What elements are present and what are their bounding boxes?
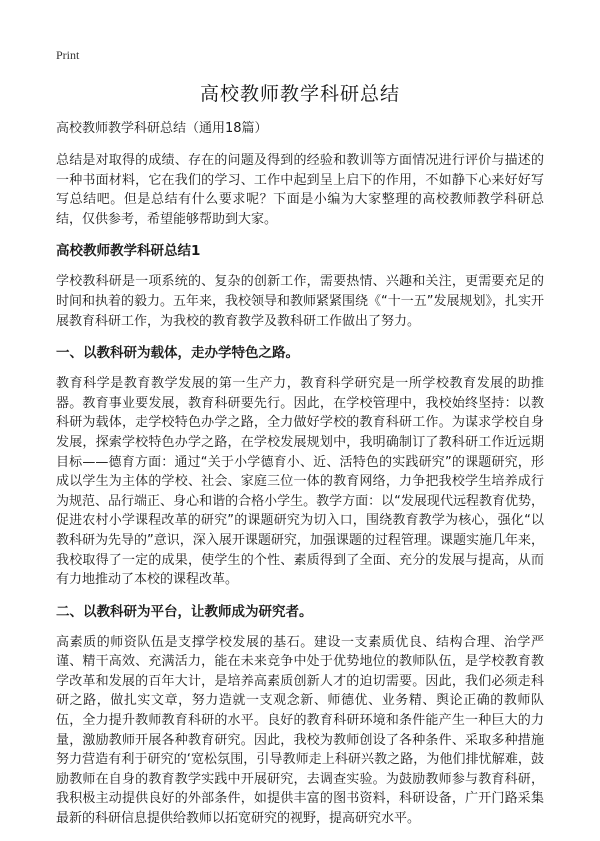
section-body-2: 高素质的师资队伍是支撑学校发展的基石。建设一支素质优良、结构合理、治学严谨、精干高效、充满活力，能在未来竞争中处于优势地位的教师队伍，是学校教育教学改革和发展的百年大计，是培养高素质创新人才的迫切需要。因此，我们必须走科研之路，做扎实文章，努力造就一支观念新、师德优、业务精、舆论正确的教师队伍，全力提升教师教育科研的水平。良好的教育科研环境和条件能产生一种巨大的力量，激励教师开展各种教育研究。因此，我校为教师创设了各种条件、采取多种措施努力营造有利于研究的‘宽松氛围，引导教师走上科研兴教之路，为他们排忧解难，鼓励教师在自身的教育教学实践中开展研究，去调查实验。为鼓励教师参与教育科研，我积极主动提供良好的外部条件，如提供丰富的图书资料，科研设备，广开门路采集最新的科研信息提供给教师以拓宽研究的视野，提高研究水平。 bbox=[56, 634, 544, 827]
section-heading-1: 一、以教科研为载体，走办学特色之路。 bbox=[56, 345, 299, 362]
document-subtitle: 高校教师教学科研总结（通用18篇） bbox=[56, 121, 268, 136]
section-heading-2: 二、以教科研为平台，让教师成为研究者。 bbox=[56, 603, 313, 620]
print-link[interactable]: Print bbox=[56, 48, 80, 62]
article-heading: 高校教师教学科研总结1 bbox=[56, 243, 201, 260]
document-title: 高校教师教学科研总结 bbox=[199, 83, 400, 105]
document-body bbox=[56, 119, 544, 841]
intro-paragraph: 总结是对取得的成绩、存在的问题及得到的经验和教训等方面情况进行评价与描述的一种书面材料，它在我们的学习、工作中起到呈上启下的作用，不如静下心来好好写写总结吧。但是总结有什么要求呢？下面是小编为大家整理的高校教师教学科研总结，仅供参考，希望能够帮助到大家。 bbox=[56, 153, 544, 227]
article-lead-paragraph: 学校教科研是一项系统的、复杂的创新工作，需要热情、兴趣和关注，更需要充足的时间和执着的毅力。五年来，我校领导和教师紧紧围绕《“十一五”发展规划》，扎实开展教育科研工作，为我校的教育教学及教科研工作做出了努力。 bbox=[56, 274, 544, 329]
section-body-1: 教育科学是教育教学发展的第一生产力，教育科学研究是一所学校教育发展的助推器。教育事业要发展，教育科研要先行。因此，在学校管理中，我校始终坚持：以教科研为载体，走学校特色办学之路，全力做好学校的教育科研工作。为谋求学校自身发展，探索学校特色办学之路，在学校发展规划中，我明确制订了教科研工作近远期目标——德育方面：通过“关于小学德育小、近、活特色的实践研究”的课题研究，形成以学生为主体的学校、社会、家庭三位一体的教育网络，力争把我校学生培养成行为规范、品行端正、身心和谐的合格小学生。教学方面：以“发展现代远程教育优势，促进农村小学课程改革的研究”的课题研究为切入口，围绕教育教学为核心，强化“以教科研为先导的”意识，深入展开课题研究，加强课题的过程管理。课题实施几年来，我校取得了一定的成果，使学生的个性、素质得到了全面、充分的发展与提高，从而有力地推动了本校的课程改革。 bbox=[56, 376, 544, 588]
